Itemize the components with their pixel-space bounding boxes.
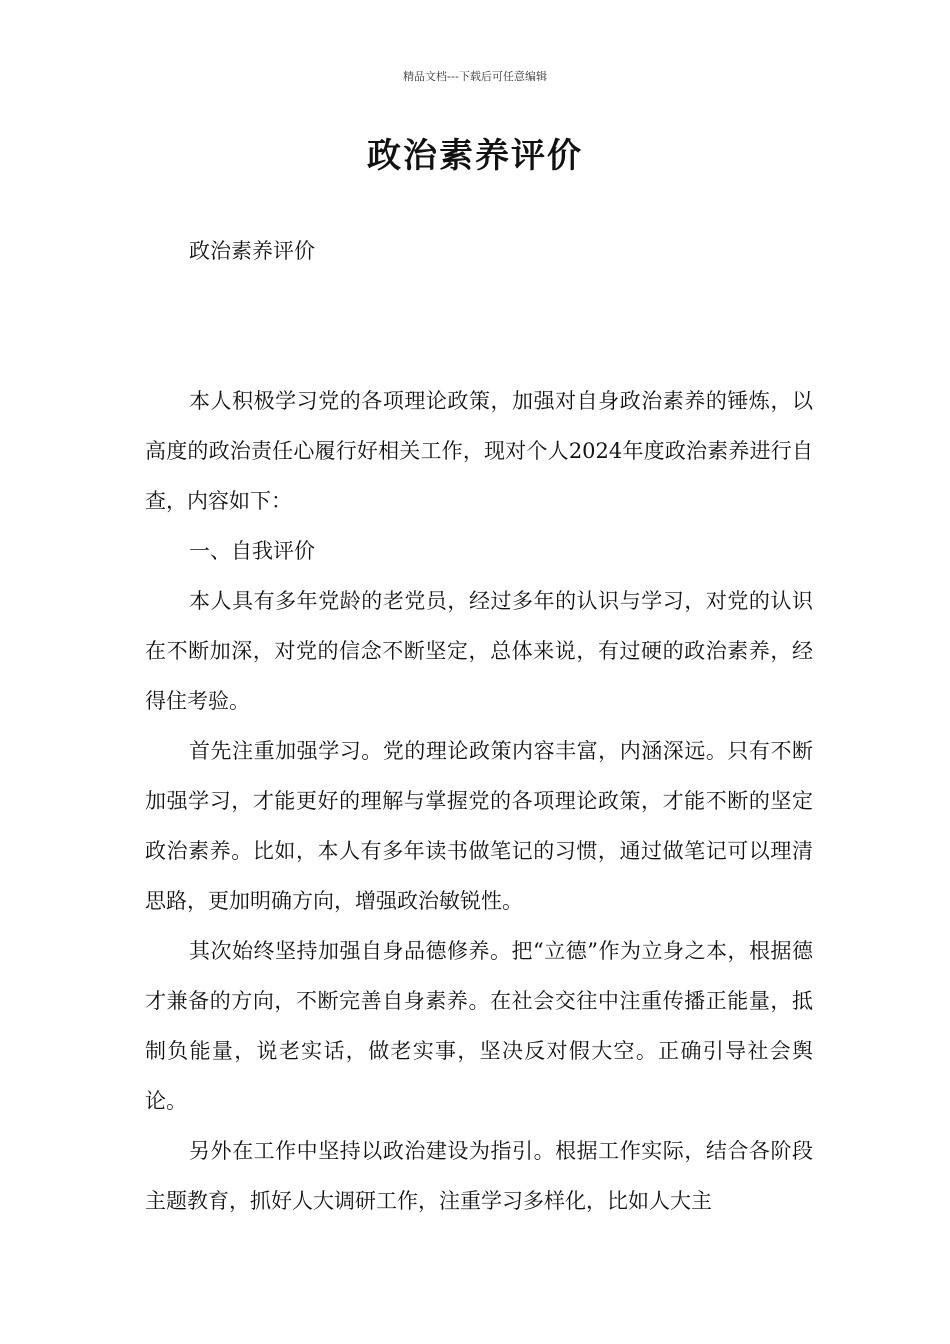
paragraph-morality: 其次始终坚持加强自身品德修养。把“立德”作为立身之本，根据德才兼备的方向，不断完善自身素养。在社会交往中注重传播正能量，抵制负能量，说老实话，做老实事，坚决反对假大空。正确引导社会舆论。 <box>145 939 813 1113</box>
paragraph-self-evaluation: 本人具有多年党龄的老党员，经过多年的认识与学习，对党的认识在不断加深，对党的信念不断坚定，总体来说，有过硬的政治素养，经得住考验。 <box>145 589 813 713</box>
document-subtitle: 政治素养评价 <box>189 239 315 263</box>
document-body <box>145 376 813 1226</box>
section-heading-self-evaluation: 一、自我评价 <box>189 539 315 563</box>
paragraph-intro: 本人积极学习党的各项理论政策，加强对自身政治素养的锤炼，以高度的政治责任心履行好相关工作，现对个人2024年度政治素养进行自查，内容如下： <box>145 389 813 513</box>
paragraph-study: 首先注重加强学习。党的理论政策内容丰富，内涵深远。只有不断加强学习，才能更好的理解与掌握党的各项理论政策，才能不断的坚定政治素养。比如，本人有多年读书做笔记的习惯，通过做笔记可以理清思路，更加明确方向，增强政治敏锐性。 <box>145 739 813 913</box>
header-note: 精品文档---下载后可任意编辑 <box>403 70 547 83</box>
paragraph-work: 另外在工作中坚持以政治建设为指引。根据工作实际，结合各阶段主题教育，抓好人大调研工作，注重学习多样化，比如人大主 <box>145 1139 813 1213</box>
document-title: 政治素养评价 <box>367 136 583 176</box>
